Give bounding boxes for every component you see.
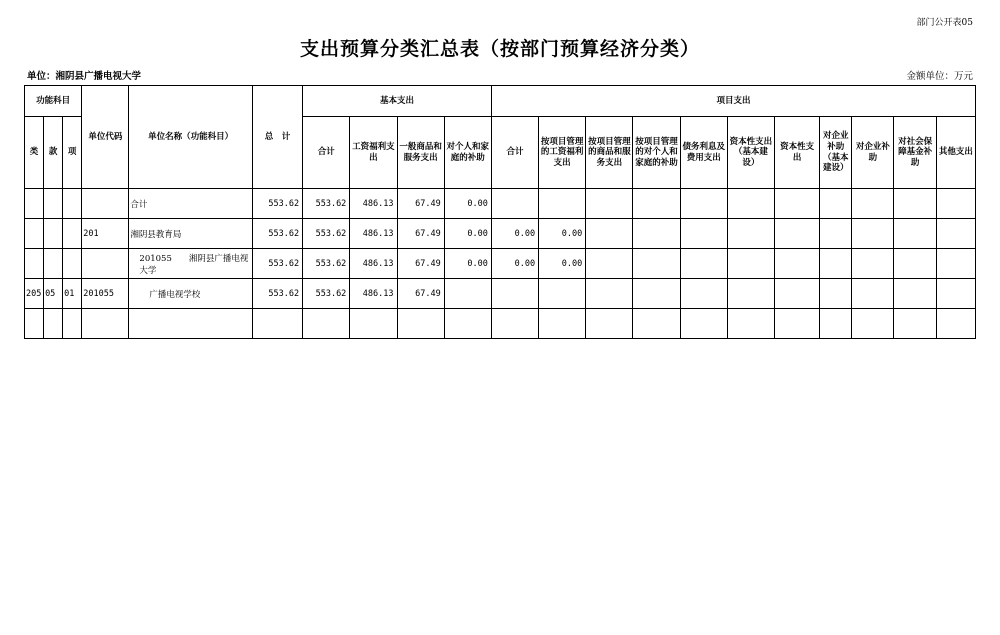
cell-lei: [25, 219, 44, 249]
cell-total: 553.62: [252, 189, 302, 219]
cell-kuan: 05: [44, 279, 63, 309]
header-project-debt: 债务利息及费用支出: [680, 117, 727, 189]
cell-basic-salary: 486.13: [350, 219, 397, 249]
cell-total: 553.62: [252, 279, 302, 309]
table-row: [25, 219, 976, 249]
cell-basic-personal: [444, 279, 491, 309]
cell-xiang: [63, 189, 82, 219]
header-func-subject: 功能科目: [25, 86, 82, 117]
cell-xiang: [63, 219, 82, 249]
cell-lei: 205: [25, 279, 44, 309]
header-kuan: 款: [44, 117, 63, 189]
cell-project-total: [491, 189, 538, 219]
cell-kuan: [44, 249, 63, 279]
header-xiang: 项: [63, 117, 82, 189]
table-row: [25, 249, 976, 279]
cell-project-total: 0.00: [491, 249, 538, 279]
cell-basic-personal: 0.00: [444, 189, 491, 219]
header-project-personal: 按项目管理的对个人和家庭的补助: [633, 117, 680, 189]
cell-lei: [25, 249, 44, 279]
cell-kuan: [44, 189, 63, 219]
cell-basic-total: 553.62: [303, 249, 350, 279]
cell-project-salary: 0.00: [539, 219, 586, 249]
cell-xiang: [63, 249, 82, 279]
header-project-other: 其他支出: [936, 117, 975, 189]
header-basic-salary: 工资福利支出: [350, 117, 397, 189]
header-project-expense: 项目支出: [491, 86, 975, 117]
page-title: 支出预算分类汇总表（按部门预算经济分类）: [299, 38, 700, 60]
cell-total: 553.62: [252, 219, 302, 249]
cell-basic-goods: 67.49: [397, 189, 444, 219]
cell-basic-goods: 67.49: [397, 279, 444, 309]
cell-basic-salary: 486.13: [350, 279, 397, 309]
cell-project-total: 0.00: [491, 219, 538, 249]
cell-total: 553.62: [252, 249, 302, 279]
cell-project-salary: 0.00: [539, 249, 586, 279]
cell-project-salary: [539, 189, 586, 219]
cell-project-salary: [539, 279, 586, 309]
header-unit-name: 单位名称（功能科目）: [129, 86, 253, 189]
cell-basic-total: 553.62: [303, 279, 350, 309]
budget-table: [24, 85, 976, 339]
header-basic-expense: 基本支出: [303, 86, 492, 117]
cell-code: [82, 189, 129, 219]
header-project-social: 对社会保障基金补助: [894, 117, 936, 189]
cell-code: 201055: [82, 279, 129, 309]
header-basic-goods: 一般商品和服务支出: [397, 117, 444, 189]
header-project-goods: 按项目管理的商品和服务支出: [586, 117, 633, 189]
cell-code: 201: [82, 219, 129, 249]
cell-name: 201055 湘阴县广播电视大学: [129, 249, 253, 279]
header-project-capital: 资本性支出: [775, 117, 820, 189]
header-basic-personal: 对个人和家庭的补助: [444, 117, 491, 189]
form-number: 部门公开表05: [916, 18, 973, 28]
cell-xiang: 01: [63, 279, 82, 309]
table-row-empty: [25, 309, 976, 339]
header-project-total: 合计: [491, 117, 538, 189]
cell-basic-goods: 67.49: [397, 249, 444, 279]
cell-basic-goods: 67.49: [397, 219, 444, 249]
cell-basic-salary: 486.13: [350, 249, 397, 279]
cell-lei: [25, 189, 44, 219]
cell-basic-salary: 486.13: [350, 189, 397, 219]
header-total: 总 计: [252, 86, 302, 189]
header-project-enterprise-construct: 对企业补助（基本建设）: [820, 117, 852, 189]
table-row-total: [25, 189, 976, 219]
cell-name: 合计: [129, 189, 253, 219]
cell-basic-personal: 0.00: [444, 219, 491, 249]
cell-name: 湘阴县教育局: [129, 219, 253, 249]
cell-code: [82, 249, 129, 279]
cell-basic-total: 553.62: [303, 219, 350, 249]
header-basic-total: 合计: [303, 117, 350, 189]
header-project-capital-construct: 资本性支出（基本建设）: [727, 117, 774, 189]
header-lei: 类: [25, 117, 44, 189]
cell-name: 广播电视学校: [129, 279, 253, 309]
table-row: [25, 279, 976, 309]
header-project-salary: 按项目管理的工资福利支出: [539, 117, 586, 189]
header-unit-code: 单位代码: [82, 86, 129, 189]
amount-unit-label: 金额单位：万元: [906, 71, 973, 82]
cell-basic-total: 553.62: [303, 189, 350, 219]
cell-project-total: [491, 279, 538, 309]
unit-label: 单位：湘阴县广播电视大学: [27, 71, 142, 82]
cell-basic-personal: 0.00: [444, 249, 491, 279]
cell-kuan: [44, 219, 63, 249]
header-project-enterprise: 对企业补助: [852, 117, 894, 189]
